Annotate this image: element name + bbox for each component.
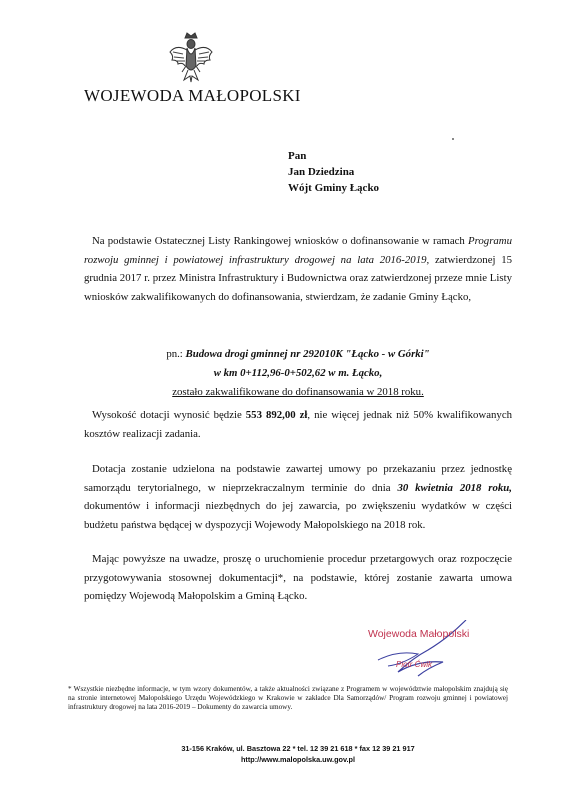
intro-text: Na podstawie Ostatecznej Listy Rankingowej wniosków o dofinansowanie w ramach [92, 235, 465, 247]
addressee-name: Jan Dziedzina [288, 166, 355, 178]
project-prefix: pn.: [166, 348, 183, 360]
footnote: * Wszystkie niezbędne informacje, w tym wzory dokumentów, a także aktualności związane z Programem w województwie małopolskim znajdują się na stronie internetowej Małopolskiego Urzędu Wojewódzkiego w Krakowie w zakładce Dla Samorządów/ Program rozwoju gminnej i powiatowej infrastruktury drogowej na lata 2016-2019 – Dokumenty do zawarcia umowy. [68, 685, 508, 712]
project-km: w km 0+112,96-0+502,62 w m. Łącko, [213, 367, 383, 379]
amount-before: Wysokość dotacji wynosić będzie [92, 409, 242, 421]
amount-after: , nie więcej jednak niż 50% kwalifikowanych kosztów realizacji zadania. [84, 409, 513, 440]
eagle-emblem-icon [168, 30, 214, 86]
footer-address: 31-156 Kraków, ul. Basztowa 22 * tel. 12 39 21 618 * fax 12 39 21 917 [181, 744, 415, 753]
project-block [84, 345, 512, 402]
signature-name: Piotr Ćwik [396, 660, 433, 669]
addressee-position: Wójt Gminy Łącko [288, 182, 380, 194]
paragraph-amount [84, 406, 512, 443]
grant-amount: 553 892,00 zł [245, 409, 308, 421]
conditions-after: dokumentów i informacji niezbędnych do jej zawarcia, po zwiększeniu wydatków w części budżetu państwa będącej w dyspozycji Wojewody Małopolskiego na 2018 rok. [84, 500, 512, 531]
project-qualified: zostało zakwalifikowane do dofinansowania w 2018 roku. [172, 386, 424, 398]
intro-rest: zatwierdzonej 15 grudnia 2017 r. przez Ministra Infrastruktury i Budownictwa oraz zatwierdzonej przeze mnie Listy wniosków zakwalifikowanych do dofinansowania, stwierdzam, że zadanie Gminy Łącko, [84, 253, 513, 303]
page-title: WOJEWODA MAŁOPOLSKI [84, 86, 301, 105]
project-name: Budowa drogi gminnej nr 292010K "Łącko - w Górki" [185, 348, 430, 360]
request-text: Mając powyższe na uwadze, proszę o uruchomienie procedur przetargowych oraz rozpoczęcie przygotowywania stosownej dokumentacji*, na podstawie, której zostanie zawarta umowa pomiędzy Wojewodą Małopolskim a Gminą Łącko. [84, 553, 512, 602]
conditions-before: Dotacja zostanie udzielona na podstawie zawartej umowy po przekazaniu przez jednostkę samorządu terytorialnego, w nieprzekraczalnym terminie do dnia [84, 463, 512, 494]
deadline-date: 30 kwietnia 2018 roku, [397, 481, 512, 494]
footer [84, 743, 512, 765]
project-line [84, 345, 512, 364]
addressee-title: Pan [288, 150, 307, 162]
paragraph-conditions [84, 460, 512, 534]
program-name: Programu rozwoju gminnej i powiatowej infrastruktury drogowej na lata 2016-2019, [84, 235, 512, 266]
addressee-block [288, 148, 379, 196]
paragraph-request [84, 550, 512, 606]
scan-speck [452, 138, 454, 140]
footer-url[interactable]: http://www.malopolska.uw.gov.pl [240, 755, 356, 764]
signature-title: Wojewoda Małopolski [368, 628, 470, 640]
paragraph-intro [84, 232, 512, 306]
